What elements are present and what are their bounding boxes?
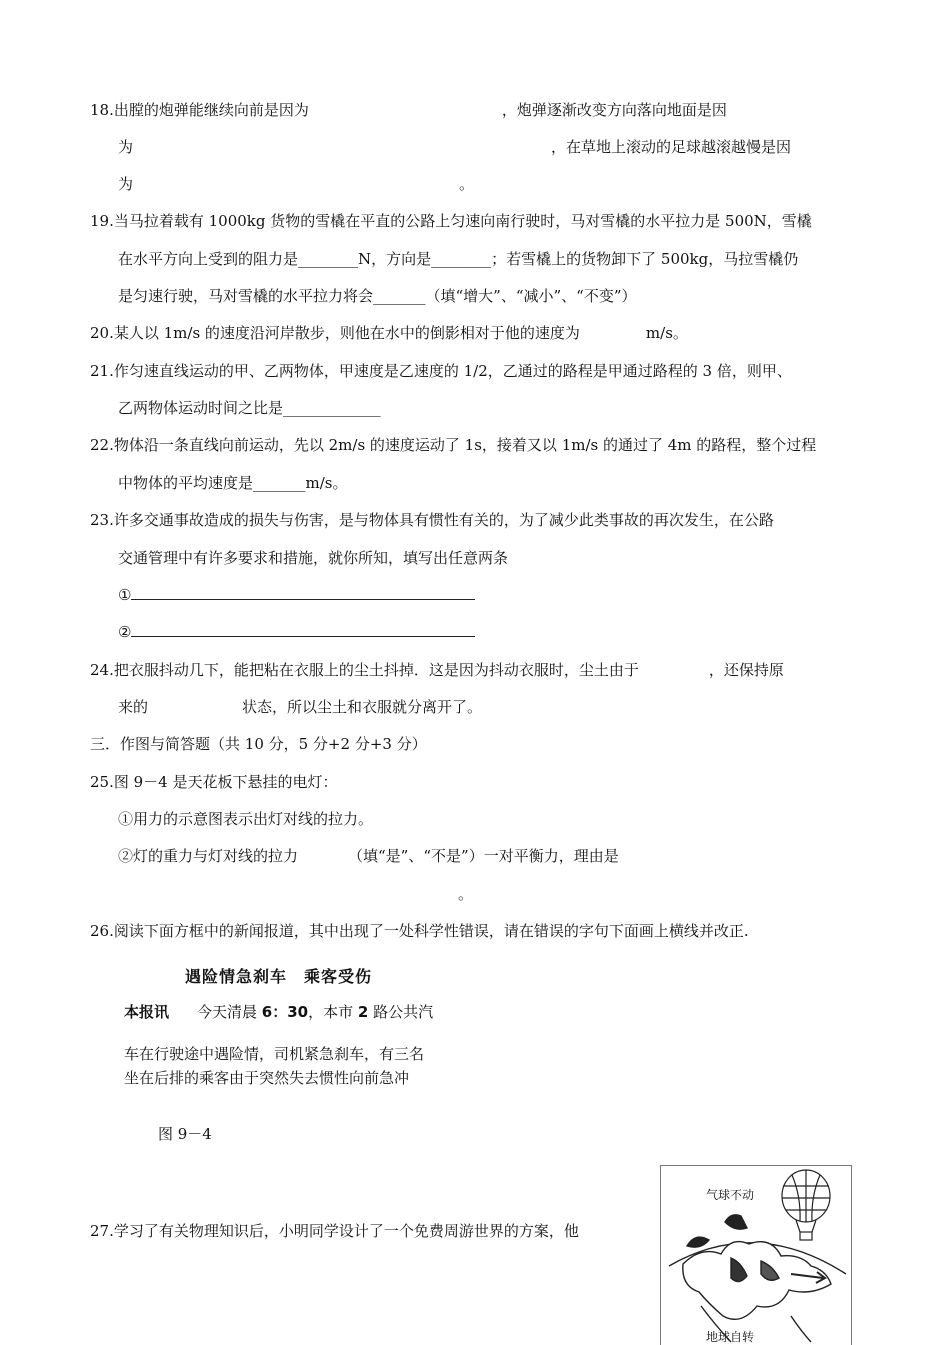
- news-line-1: [124, 1001, 433, 1022]
- news-route: 2: [357, 1003, 369, 1021]
- q24-text-c: 来的: [118, 698, 149, 716]
- q24-text-b: ，还保持原: [708, 661, 784, 679]
- q24-line-2: [118, 697, 482, 717]
- q25-text-a: ②灯的重力与灯对线的拉力: [118, 847, 299, 865]
- q26-line-1: 26.阅读下面方框中的新闻报道，其中出现了一处科学性错误，请在错误的字句下面画上横线并改正.: [90, 922, 749, 940]
- q22-line-2: 中物体的平均速度是_______m/s。: [118, 474, 348, 492]
- figure-27-top-label: 气球不动: [706, 1188, 755, 1202]
- news-text-1a: 今天清晨: [197, 1003, 262, 1021]
- q20-text-b: m/s。: [645, 324, 688, 342]
- news-lead: 本报讯: [124, 1003, 170, 1021]
- hot-air-balloon-icon: [782, 1170, 830, 1240]
- q23-answer-line-2[interactable]: [131, 622, 475, 637]
- q22-line-1: 22.物体沿一条直线向前运动，先以 2m/s 的速度运动了 1s，接着又以 1m/s 的通过了 4m 的路程，整个过程: [90, 436, 817, 454]
- q24-text-d: 状态，所以尘土和衣服就分离开了。: [242, 698, 483, 716]
- q18-text-d: ，在草地上滚动的足球越滚越慢是因: [551, 138, 792, 156]
- q23-line-2: 交通管理中有许多要求和措施，就你所知，填写出任意两条: [118, 549, 509, 567]
- q23-marker-2: ②: [118, 623, 132, 641]
- news-text-1c: 路公共汽: [368, 1003, 434, 1021]
- q19-line-1: 19.当马拉着载有 1000kg 货物的雪橇在平直的公路上匀速向南行驶时，马对雪橇的水平拉力是 500N，雪橇: [90, 212, 812, 230]
- q23-marker-1: ①: [118, 586, 132, 604]
- news-line-3: 坐在后排的乘客由于突然失去惯性向前急冲: [124, 1069, 410, 1087]
- figure-27-balloon-earth: [660, 1165, 852, 1345]
- q18-text-b: ，炮弹逐渐改变方向落向地面是因: [501, 101, 727, 119]
- q18-text-a: 18.出膛的炮弹能继续向前是因为: [90, 101, 309, 119]
- q23-answer-1: [118, 585, 475, 605]
- q21-line-2: 乙两物体运动时间之比是_____________: [118, 399, 381, 417]
- q20-line: [90, 323, 688, 343]
- q25-line-1: 25.图 9－4 是天花板下悬挂的电灯：: [90, 773, 338, 791]
- earth-globe-icon: [669, 1215, 846, 1342]
- q18-line-3: [118, 174, 474, 194]
- news-title: 遇险情急刹车 乘客受伤: [185, 967, 373, 986]
- q21-line-1: 21.作匀速直线运动的甲、乙两物体，甲速度是乙速度的 1/2，乙通过的路程是甲通过路程的 3 倍，则甲、: [90, 362, 792, 380]
- balloon-earth-illustration: [661, 1166, 851, 1345]
- q18-text-f: 。: [459, 175, 475, 193]
- q18-line-1: [90, 100, 727, 120]
- q19-line-2: 在水平方向上受到的阻力是________N，方向是________；若雪橇上的货物卸下了 500kg，马拉雪橇仍: [118, 250, 799, 268]
- figure-27-bottom-label: 地球自转: [706, 1330, 755, 1344]
- q19-line-3: 是匀速行驶，马对雪橇的水平拉力将会_______（填“增大”、“减小”、“不变”）: [118, 287, 637, 305]
- q25-line-2: ①用力的示意图表示出灯对线的拉力。: [118, 810, 374, 828]
- q27-line-1: 27.学习了有关物理知识后，小明同学设计了一个免费周游世界的方案，他: [90, 1222, 579, 1240]
- q24-line-1: [90, 660, 784, 680]
- q18-text-c: 为: [118, 138, 134, 156]
- section-3-heading: 三．作图与简答题（共 10 分，5 分+2 分+3 分）: [90, 735, 427, 753]
- q25-line-3: [118, 846, 619, 866]
- news-text-1b: ，本市: [308, 1003, 358, 1021]
- q18-text-e: 为: [118, 175, 134, 193]
- news-line-2: 车在行驶途中遇险情，司机紧急刹车，有三名: [124, 1045, 425, 1063]
- q23-answer-line-1[interactable]: [131, 585, 475, 600]
- q18-line-2: [118, 137, 791, 157]
- q25-text-b: （填“是”、“不是”）一对平衡力，理由是: [348, 847, 619, 865]
- q25-line-4: 。: [458, 885, 474, 903]
- q23-answer-2: [118, 622, 475, 642]
- q24-text-a: 24.把衣服抖动几下，能把粘在衣服上的尘土抖掉．这是因为抖动衣服时，尘土由于: [90, 661, 639, 679]
- figure-9-4-caption: 图 9－4: [158, 1125, 212, 1143]
- q23-line-1: 23.许多交通事故造成的损失与伤害，是与物体具有惯性有关的，为了减少此类事故的再次发生，在公路: [90, 511, 774, 529]
- q20-text-a: 20.某人以 1m/s 的速度沿河岸散步，则他在水中的倒影相对于他的速度为: [90, 324, 580, 342]
- news-time: 6：30: [261, 1003, 309, 1021]
